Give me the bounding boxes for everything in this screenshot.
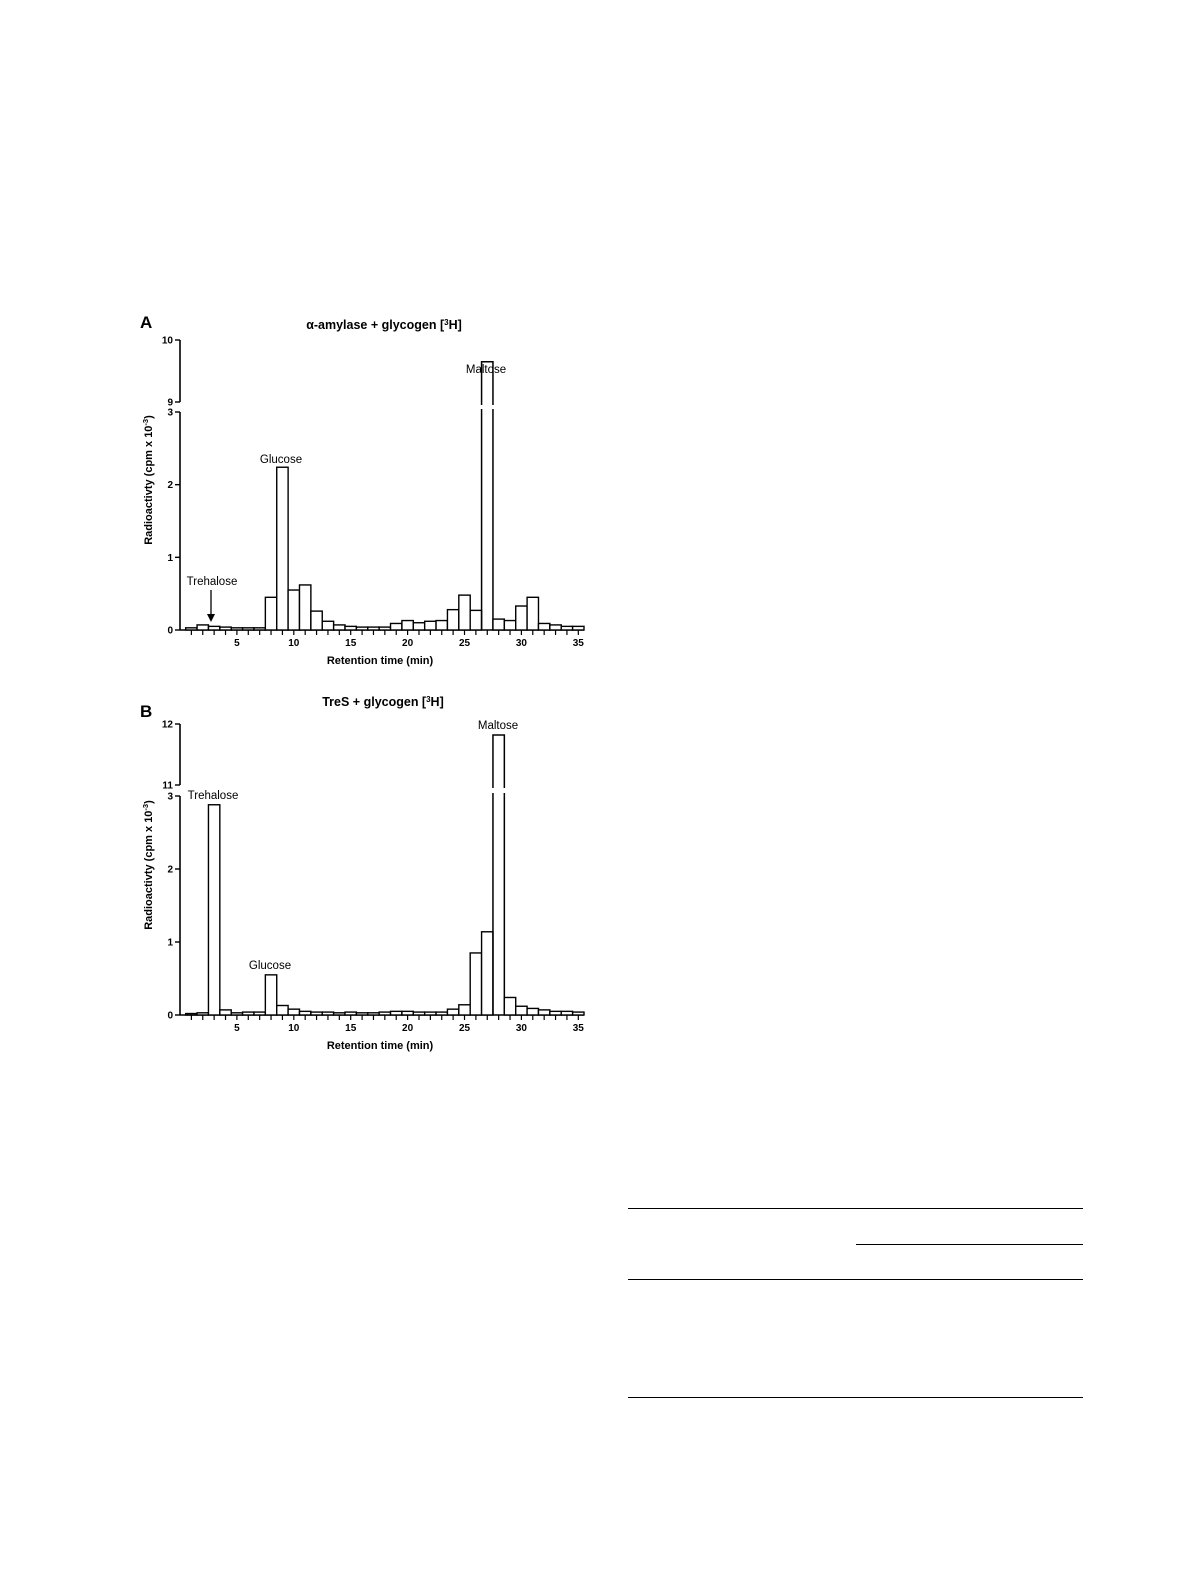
bar [208,805,219,1015]
bar [186,1014,197,1015]
bar [516,606,527,630]
bar [573,1012,584,1015]
bar [413,623,424,630]
y-tick-label: 2 [167,480,173,492]
chart-title-end: H] [448,318,462,332]
y-axis-title-end: ) [143,800,155,804]
y-tick-label: 0 [167,1010,173,1022]
table-rule-group [856,1244,1083,1245]
bar [254,628,265,630]
chart-title-superscript: 3 [426,694,431,704]
chart-title-main: α-amylase + glycogen [ [306,318,445,332]
bar [322,621,333,630]
panel-label: A [140,313,153,332]
chart-title [322,695,444,710]
y-tick-label: 2 [167,864,173,876]
y-tick-label: 12 [161,719,173,731]
annotation-glucose: Glucose [259,454,303,466]
bar [277,467,288,630]
annotation-trehalose: Trehalose [186,576,238,588]
bar [527,597,538,630]
x-tick-label: 30 [515,1023,527,1034]
bar [208,626,219,630]
bar [368,627,379,630]
bar [504,997,515,1015]
y-axis-title [141,415,156,545]
bar [391,1011,402,1015]
bar [561,626,572,630]
y-tick-label: 10 [161,335,173,347]
bar [345,626,356,630]
bar [459,595,470,630]
bar-broken [493,735,504,1015]
bar [356,1013,367,1015]
bar [265,597,276,630]
annotation-trehalose: Trehalose [187,790,239,802]
x-tick-label: 25 [458,638,471,649]
chart-title-main: TreS + glycogen [ [322,695,427,709]
y-axis-title-superscript: -3 [140,803,150,811]
bar [470,610,481,630]
annotation-maltose: Maltose [465,364,507,376]
annotation-glucose: Glucose [248,960,292,972]
bar [334,1013,345,1015]
bar [459,1005,470,1015]
x-tick-label: 10 [288,638,300,649]
bar [288,1009,299,1015]
bar [231,628,242,630]
bar [504,621,515,630]
y-tick-label: 3 [167,791,173,803]
bar [527,1008,538,1015]
bar-upper-segment [493,735,504,788]
y-tick-label: 0 [167,625,173,637]
x-tick-label: 15 [345,638,357,649]
bar [243,1012,254,1015]
bar [402,621,413,630]
x-tick-label: 25 [458,1023,471,1034]
x-tick-label: 5 [234,1023,240,1034]
bar-broken [482,362,493,630]
bar [573,626,584,630]
annotation-maltose: Maltose [477,720,519,732]
y-tick-label: 9 [167,397,173,409]
y-tick-label: 1 [167,937,173,949]
bar [538,1010,549,1015]
chart-title-superscript: 3 [444,317,449,327]
bar [368,1013,379,1015]
bar [538,623,549,630]
bar [391,623,402,630]
bar [425,1012,436,1015]
y-axis-title-superscript: -3 [140,418,150,426]
x-tick-label: 10 [288,1023,300,1034]
y-axis-title-main: Radioactivty (cpm x 10 [143,810,155,930]
bar [254,1012,265,1015]
bar [561,1011,572,1015]
x-tick-label: 35 [572,638,584,649]
bar [550,625,561,630]
y-tick-label: 1 [167,552,173,564]
x-tick-label: 15 [345,1023,357,1034]
bar [334,625,345,630]
bar [231,1013,242,1015]
y-axis-title-end: ) [143,415,155,419]
bar [220,1010,231,1015]
bar [186,628,197,630]
bar [379,627,390,630]
bar [425,621,436,630]
bar [299,1011,310,1015]
bar [345,1012,356,1015]
panel-label: B [140,702,153,721]
table-rule-header [628,1279,1083,1280]
bar [243,628,254,630]
bar [493,619,504,630]
x-tick-label: 30 [515,638,527,649]
bar [436,621,447,630]
y-axis-title-main: Radioactivty (cpm x 10 [143,425,155,545]
bar [322,1012,333,1015]
bar [447,610,458,630]
bar [470,953,481,1015]
x-tick-label: 5 [234,638,240,649]
bar [299,585,310,630]
bar [311,611,322,630]
arrow-head [207,614,215,622]
y-axis-title [141,800,156,930]
x-tick-label: 35 [572,1023,584,1034]
bar [482,932,493,1015]
bar-lower-segment [493,793,504,1015]
x-tick-label: 20 [402,638,414,649]
x-tick-label: 20 [402,1023,414,1034]
chart-panel-b [140,695,584,1053]
bar [402,1011,413,1015]
bar [436,1012,447,1015]
bar [277,1006,288,1015]
bar [197,625,208,630]
bar [265,975,276,1015]
chart-title-end: H] [430,695,444,709]
bar [356,627,367,630]
bar [379,1012,390,1015]
x-axis-title: Retention time (min) [326,1040,434,1052]
y-tick-label: 3 [167,407,173,419]
chart-title [306,318,462,333]
bar [220,627,231,630]
y-tick-label: 11 [162,780,173,792]
bar-lower-segment [482,409,493,630]
table-rule-bottom [628,1397,1083,1398]
bar [413,1012,424,1015]
x-axis-title: Retention time (min) [326,655,434,667]
bar [197,1013,208,1015]
bar [311,1012,322,1015]
chart-panel-a [140,313,584,667]
bar [288,590,299,630]
bar [550,1011,561,1015]
bar [447,1009,458,1015]
bar [516,1006,527,1015]
table-rule-top [628,1208,1083,1209]
